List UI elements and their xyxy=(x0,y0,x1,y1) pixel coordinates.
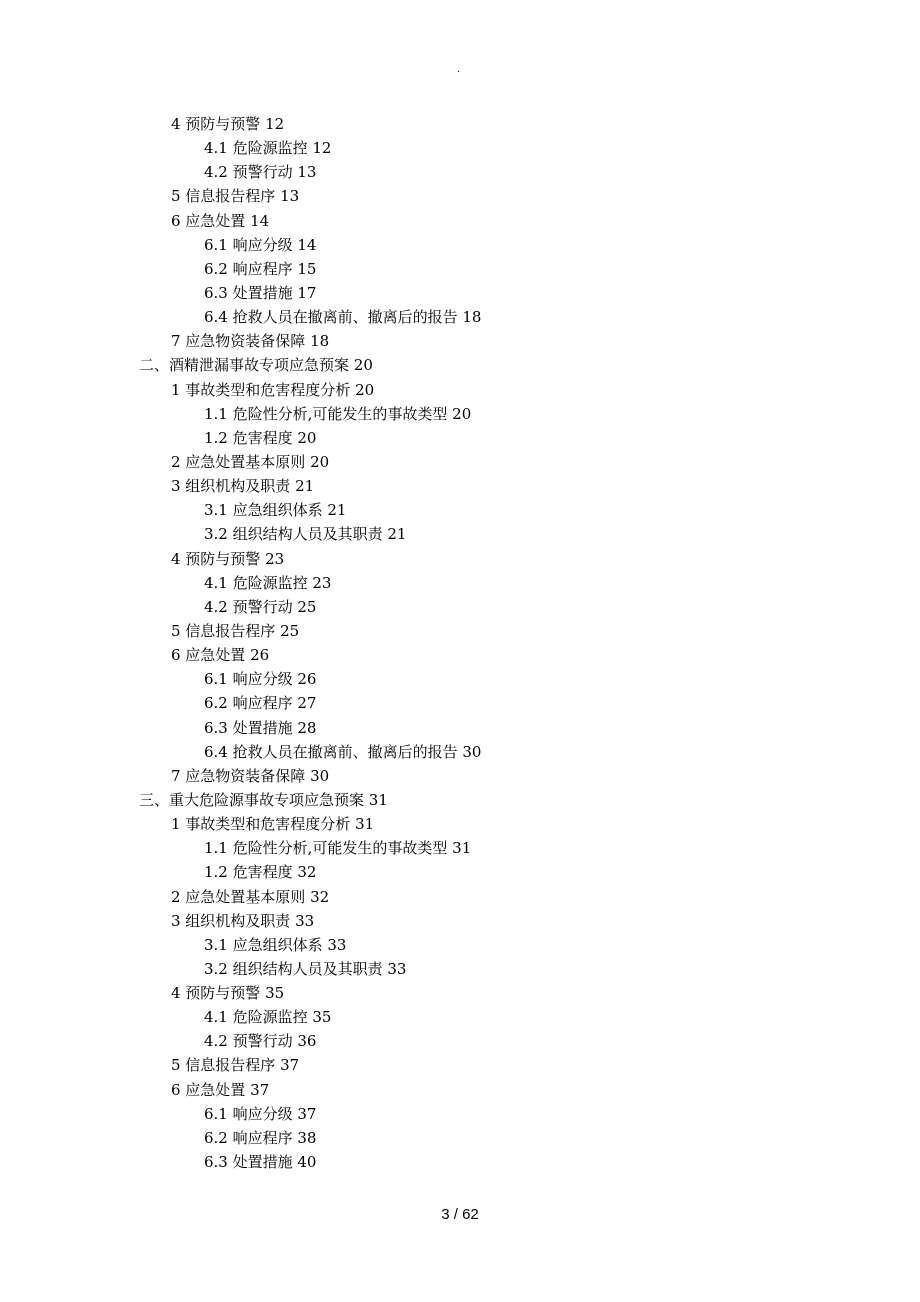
toc-entry: 5 信息报告程序 25 xyxy=(171,621,300,640)
toc-entry: 6.4 抢救人员在撤离前、撤离后的报告 18 xyxy=(204,308,482,327)
toc-entry: 4 预防与预警 35 xyxy=(171,984,285,1003)
toc-entry: 6.4 抢救人员在撤离前、撤离后的报告 30 xyxy=(204,742,482,761)
toc-entry: 3 组织机构及职责 21 xyxy=(171,477,315,496)
toc-entry: 3.2 组织结构人员及其职责 33 xyxy=(204,959,407,978)
table-of-contents xyxy=(0,112,920,1174)
toc-entry: 3.1 应急组织体系 21 xyxy=(204,501,347,520)
toc-entry: 1.2 危害程度 32 xyxy=(204,863,317,882)
toc-entry: 5 信息报告程序 37 xyxy=(171,1056,300,1075)
toc-entry: 4.2 预警行动 36 xyxy=(204,1032,317,1051)
toc-entry: 6.3 处置措施 40 xyxy=(204,1153,317,1172)
page-number: 3 / 62 xyxy=(441,1206,479,1223)
toc-entry: 2 应急处置基本原则 20 xyxy=(171,452,330,471)
toc-entry: 3 组织机构及职责 33 xyxy=(171,911,315,930)
toc-entry: 6.2 响应程序 27 xyxy=(204,694,317,713)
toc-entry: 6.1 响应分级 14 xyxy=(204,235,317,254)
toc-entry: 6.1 响应分级 37 xyxy=(204,1104,317,1123)
toc-entry: 7 应急物资装备保障 30 xyxy=(171,766,330,785)
toc-entry: 1.1 危险性分析,可能发生的事故类型 20 xyxy=(204,404,472,423)
toc-entry: 4 预防与预警 12 xyxy=(171,115,285,133)
toc-entry: 1 事故类型和危害程度分析 31 xyxy=(171,815,375,834)
toc-entry: 二、酒精泄漏事故专项应急预案 20 xyxy=(139,356,373,375)
toc-entry: 1.2 危害程度 20 xyxy=(204,428,317,447)
toc-entry: 1.1 危险性分析,可能发生的事故类型 31 xyxy=(204,839,472,858)
header-mark: . xyxy=(457,64,461,75)
toc-entry: 6.2 响应程序 38 xyxy=(204,1128,317,1147)
toc-entry: 1 事故类型和危害程度分析 20 xyxy=(171,380,375,399)
toc-entry: 4.1 危险源监控 35 xyxy=(204,1008,332,1027)
toc-entry: 6.1 响应分级 26 xyxy=(204,670,317,689)
toc-entry: 3.2 组织结构人员及其职责 21 xyxy=(204,525,407,544)
toc-entry: 4 预防与预警 23 xyxy=(171,549,285,568)
toc-entry: 6 应急处置 37 xyxy=(171,1080,270,1099)
toc-entry: 6.3 处置措施 28 xyxy=(204,718,317,737)
toc-entry: 6.3 处置措施 17 xyxy=(204,283,317,302)
toc-entry: 3.1 应急组织体系 33 xyxy=(204,935,347,954)
toc-entry: 5 信息报告程序 13 xyxy=(171,187,300,206)
toc-entry: 6 应急处置 14 xyxy=(171,211,270,230)
toc-entry: 4.1 危险源监控 12 xyxy=(204,139,332,158)
toc-entry: 4.1 危险源监控 23 xyxy=(204,573,332,592)
toc-entry: 7 应急物资装备保障 18 xyxy=(171,332,330,351)
toc-entry: 6.2 响应程序 15 xyxy=(204,259,317,278)
toc-entry: 2 应急处置基本原则 32 xyxy=(171,887,330,906)
toc-entry: 4.2 预警行动 25 xyxy=(204,597,317,616)
toc-entry: 6 应急处置 26 xyxy=(171,646,270,665)
toc-entry: 4.2 预警行动 13 xyxy=(204,163,317,182)
toc-entry: 三、重大危险源事故专项应急预案 31 xyxy=(139,790,388,809)
